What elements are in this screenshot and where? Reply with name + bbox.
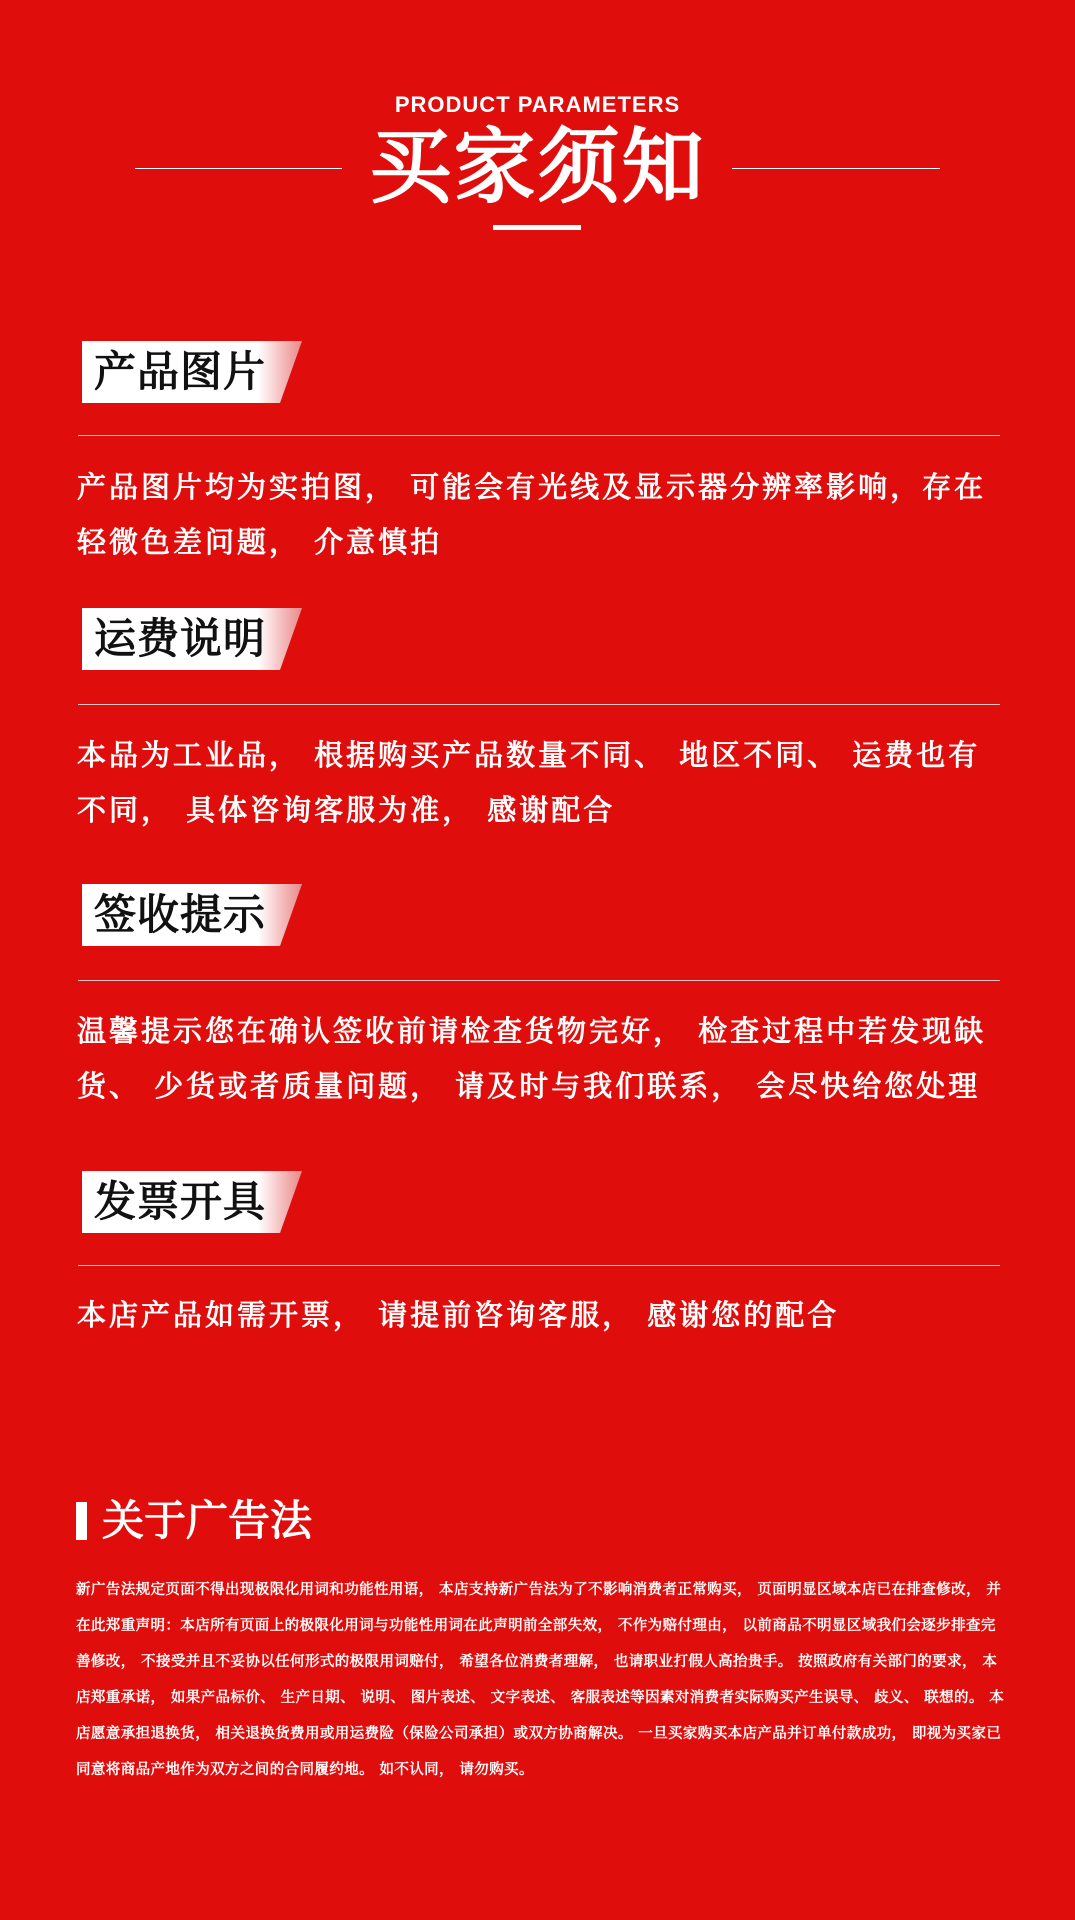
section-label <box>82 341 302 403</box>
ad-law-body: 新广告法规定页面不得出现极限化用词和功能性用语， 本店支持新广告法为了不影响消费者正常购买， 页面明显区域本店已在排查修改， 并在此郑重声明：本店所有页面上的极限化用词与功能性用词在此声明前全部失效， 不作为赔付理由， 以前商品不明显区域我们会逐步排查完善修改， 不接受并且不妥协以任何形式的极限用词赔付， 希望各位消费者理解， 也请职业打假人高抬贵手。 按照政府有关部门的要求， 本店郑重承诺， 如果产品标价、 生产日期、 说明、 图片表述、 文字表述、 客服表述等因素对消费者实际购买产生误导、 歧义、 联想的。 本店愿意承担退换货， 相关退换货费用或用运费险（保险公司承担）或双方协商解决。 一旦买家购买本店产品并订单付款成功， 即视为买家已同意将商品产地作为双方之间的合同履约地。 如不认同， 请勿购买。 <box>76 1582 1005 1778</box>
section-divider <box>78 980 1000 981</box>
title-divider-right <box>732 168 940 169</box>
section-divider <box>78 435 1000 436</box>
section-body: 产品图片均为实拍图， 可能会有光线及显示器分辨率影响，存在轻微色差问题， 介意慎拍 <box>77 470 987 559</box>
section-label-text: 产品图片 <box>94 347 267 396</box>
section-divider <box>78 704 1000 705</box>
section-label-text: 签收提示 <box>94 890 267 939</box>
section-body: 本店产品如需开票， 请提前咨询客服， 感谢您的配合 <box>77 1298 840 1332</box>
section-label-text: 运费说明 <box>94 614 267 663</box>
section-label-text: 发票开具 <box>94 1177 267 1226</box>
section-label <box>82 608 302 670</box>
section-label <box>82 1171 302 1233</box>
section-label <box>82 884 302 946</box>
section-divider <box>78 1265 1000 1266</box>
section-body: 温馨提示您在确认签收前请检查货物完好， 检查过程中若发现缺货、 少货或者质量问题， 请及时与我们联系， 会尽快给您处理 <box>77 1014 987 1103</box>
page-header <box>0 0 1075 240</box>
ad-law-bar <box>76 1502 87 1540</box>
title-underline <box>493 225 581 230</box>
page-title: 买家须知 <box>369 120 706 215</box>
ad-law-heading: 关于广告法 <box>102 1496 313 1545</box>
section-body: 本品为工业品， 根据购买产品数量不同、 地区不同、 运费也有不同， 具体咨询客服为准， 感谢配合 <box>77 738 981 827</box>
page-subtitle: PRODUCT PARAMETERS <box>394 92 681 117</box>
